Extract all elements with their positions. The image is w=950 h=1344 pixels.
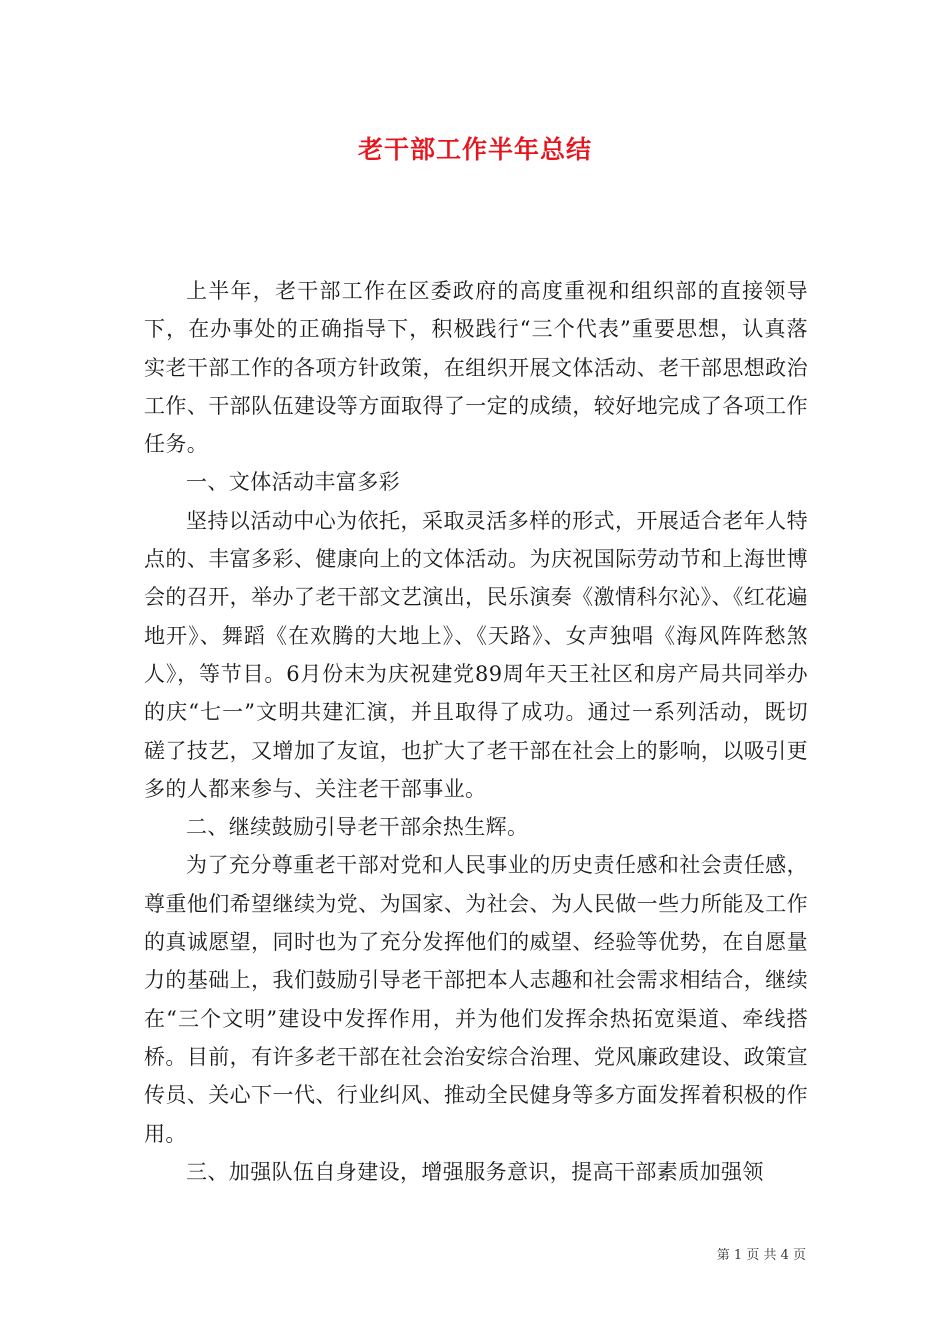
page-number-footer: 第 1 页 共 4 页 — [716, 1248, 806, 1263]
section-heading-3: 三、加强队伍自身建设，增强服务意识，提高干部素质加强领 — [186, 1159, 764, 1184]
section-heading-2: 二、继续鼓励引导老干部余热生辉。 — [186, 815, 529, 840]
document-body — [144, 272, 808, 1191]
paragraph-intro: 上半年，老干部工作在区委政府的高度重视和组织部的直接领导下，在办事处的正确指导下，积极践行“三个代表”重要思想，认真落实老干部工作的各项方针政策，在组织开展文体活动、老干部思想政治工作、干部队伍建设等方面取得了一定的成绩，较好地完成了各项工作任务。 — [144, 279, 808, 457]
paragraph-section-1: 坚持以活动中心为依托，采取灵活多样的形式，开展适合老年人特点的、丰富多彩、健康向上的文体活动。为庆祝国际劳动节和上海世博会的召开，举办了老干部文艺演出，民乐演奏《激情科尔沁》、《红花遍地开》、舞蹈《在欢腾的大地上》、《天路》、女声独唱《海风阵阵愁煞人》，等节目。6月份末为庆祝建党89周年天王社区和房产局共同举办的庆“七一”文明共建汇演，并且取得了成功。通过一系列活动，既切磋了技艺，又增加了友谊，也扩大了老干部在社会上的影响，以吸引更多的人都来参与、关注老干部事业。 — [144, 508, 808, 801]
section-heading-1: 一、文体活动丰富多彩 — [186, 470, 400, 495]
paragraph-section-2: 为了充分尊重老干部对党和人民事业的历史责任感和社会责任感，尊重他们希望继续为党、为国家、为社会、为人民做一些力所能及工作的真诚愿望，同时也为了充分发挥他们的威望、经验等优势，在自愿量力的基础上，我们鼓励引导老干部把本人志趣和社会需求相结合，继续在“三个文明”建设中发挥作用，并为他们发挥余热拓宽渠道、牵线搭桥。目前，有许多老干部在社会治安综合治理、党风廉政建设、政策宣传员、关心下一代、行业纠风、推动全民健身等多方面发挥着积极的作用。 — [144, 853, 808, 1146]
document-title: 老干部工作半年总结 — [357, 135, 592, 164]
